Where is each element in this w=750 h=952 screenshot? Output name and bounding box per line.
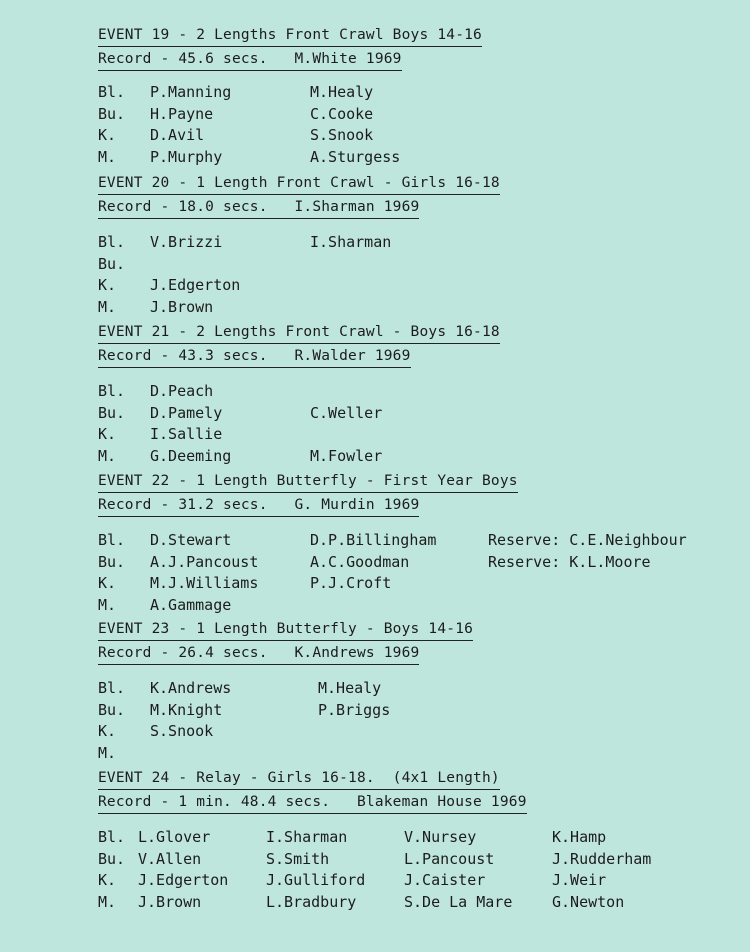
entry-row [98,892,738,914]
entrant-name [150,254,310,276]
event-title: EVENT 24 - Relay - Girls 16-18. (4x1 Length) [98,767,500,790]
entrant-name: I.Sallie [150,425,223,443]
entrant-name: A.Gammage [150,595,232,614]
event-block [98,321,738,467]
entry-row [98,125,738,147]
reserve-entrant: Reserve: K.L.Moore [488,552,651,571]
entry-row [98,104,738,126]
entrant-name: D.Pamely [150,403,223,422]
house-label: M. [98,446,117,465]
event-title: EVENT 22 - 1 Length Butterfly - First Year Boys [98,470,518,493]
entrant-name [310,381,488,403]
event-block [98,172,738,318]
entrant-name: A.Sturgess [310,147,401,166]
entrant-name: A.J.Pancoust [150,552,259,571]
entrant-name: D.Stewart [150,531,232,549]
event-block [98,767,738,913]
event-title: EVENT 23 - 1 Length Butterfly - Boys 14-16 [98,618,473,641]
entry-row [98,721,738,743]
entrant-name: S.Snook [150,722,214,740]
entry-row [98,678,738,700]
house-label: K. [98,871,117,889]
house-label: Bu. [98,104,126,123]
house-label: Bl. [98,83,126,101]
house-label: Bu. [98,849,126,868]
entrant-name [310,424,488,446]
entrant-name: S.De La Mare [404,892,513,911]
event-block [98,618,738,764]
entrant-name: J.Rudderham [552,849,652,868]
entrant-name: L.Bradbury [266,892,357,911]
house-label: Bu. [98,700,126,719]
entrant-name: J.Brown [138,892,202,911]
entrant-name: G.Deeming [150,446,232,465]
entrant-name: M.Healy [310,83,374,101]
entrant-name: D.Peach [150,382,214,400]
entrant-name: V.Nursey [404,828,477,846]
entry-row [98,403,738,425]
entrant-name: H.Payne [150,104,214,123]
entrant-name [310,254,488,276]
entrant-name: J.Gulliford [266,871,366,889]
entrant-name: M.Knight [150,700,223,719]
entrant-name: J.Caister [404,871,486,889]
house-label: Bu. [98,254,126,273]
entry-row [98,870,738,892]
house-label: K. [98,276,117,294]
house-label: Bu. [98,552,126,571]
entry-row [98,552,738,574]
entry-row [98,381,738,403]
entrant-name [310,297,488,319]
entry-row [98,147,738,169]
house-label: Bl. [98,382,126,400]
event-record: Record - 26.4 secs. K.Andrews 1969 [98,642,419,665]
house-label: M. [98,297,117,316]
entrant-name: M.Healy [318,679,382,697]
entrant-name [310,595,488,617]
house-label: M. [98,743,117,762]
entry-row [98,446,738,468]
event-block [98,24,738,168]
entrant-name: P.J.Croft [310,574,392,592]
event-title: EVENT 19 - 2 Lengths Front Crawl Boys 14-16 [98,24,482,47]
entry-row [98,82,738,104]
entrant-name: G.Newton [552,892,625,911]
house-label: Bl. [98,679,126,697]
entry-row [98,573,738,595]
house-label: Bl. [98,531,126,549]
entry-row [98,254,738,276]
entrant-name: L.Glover [138,828,211,846]
entrant-name [150,743,318,765]
house-label: M. [98,892,117,911]
entrant-name: J.Brown [150,297,214,316]
entrant-name: P.Briggs [318,700,391,719]
house-label: K. [98,722,117,740]
entrant-name: A.C.Goodman [310,552,410,571]
entry-row [98,743,738,765]
event-block [98,470,738,616]
house-label: M. [98,147,117,166]
event-record: Record - 45.6 secs. M.White 1969 [98,48,402,71]
entrant-name: C.Cooke [310,104,374,123]
event-title: EVENT 20 - 1 Length Front Crawl - Girls 16-18 [98,172,500,195]
entry-row [98,232,738,254]
entry-row [98,595,738,617]
house-label: K. [98,126,117,144]
entry-row [98,849,738,871]
house-label: Bl. [98,828,126,846]
entrant-name: S.Smith [266,849,330,868]
entrant-name: K.Hamp [552,828,607,846]
house-label: M. [98,595,117,614]
entrant-name: M.J.Williams [150,574,259,592]
entrant-name: K.Andrews [150,679,232,697]
house-label: Bl. [98,233,126,251]
entrant-name: I.Sharman [266,828,348,846]
entrant-name [318,743,496,765]
entrant-name: V.Allen [138,849,202,868]
entrant-name: D.Avil [150,126,205,144]
entrant-name [310,275,488,297]
entrant-name: I.Sharman [310,233,392,251]
house-label: Bu. [98,403,126,422]
entry-row [98,297,738,319]
entry-row [98,275,738,297]
entrant-name: P.Manning [150,83,232,101]
event-record: Record - 31.2 secs. G. Murdin 1969 [98,494,419,517]
entrant-name: J.Edgerton [138,871,229,889]
reserve-entrant: Reserve: C.E.Neighbour [488,531,687,549]
entrant-name: S.Snook [310,126,374,144]
entry-row [98,827,738,849]
house-label: K. [98,574,117,592]
entrant-name: D.P.Billingham [310,531,437,549]
event-record: Record - 1 min. 48.4 secs. Blakeman House 1969 [98,791,527,814]
entrant-name: V.Brizzi [150,233,223,251]
event-record: Record - 18.0 secs. I.Sharman 1969 [98,196,419,219]
entry-row [98,700,738,722]
entrant-name: C.Weller [310,403,383,422]
entrant-name: J.Edgerton [150,276,241,294]
entrant-name: L.Pancoust [404,849,495,868]
entry-row [98,530,738,552]
entrant-name [318,721,496,743]
event-title: EVENT 21 - 2 Lengths Front Crawl - Boys 16-18 [98,321,500,344]
event-record: Record - 43.3 secs. R.Walder 1969 [98,345,411,368]
entry-row [98,424,738,446]
entrant-name: P.Murphy [150,147,223,166]
entrant-name: M.Fowler [310,446,383,465]
entrant-name: J.Weir [552,871,607,889]
house-label: K. [98,425,117,443]
